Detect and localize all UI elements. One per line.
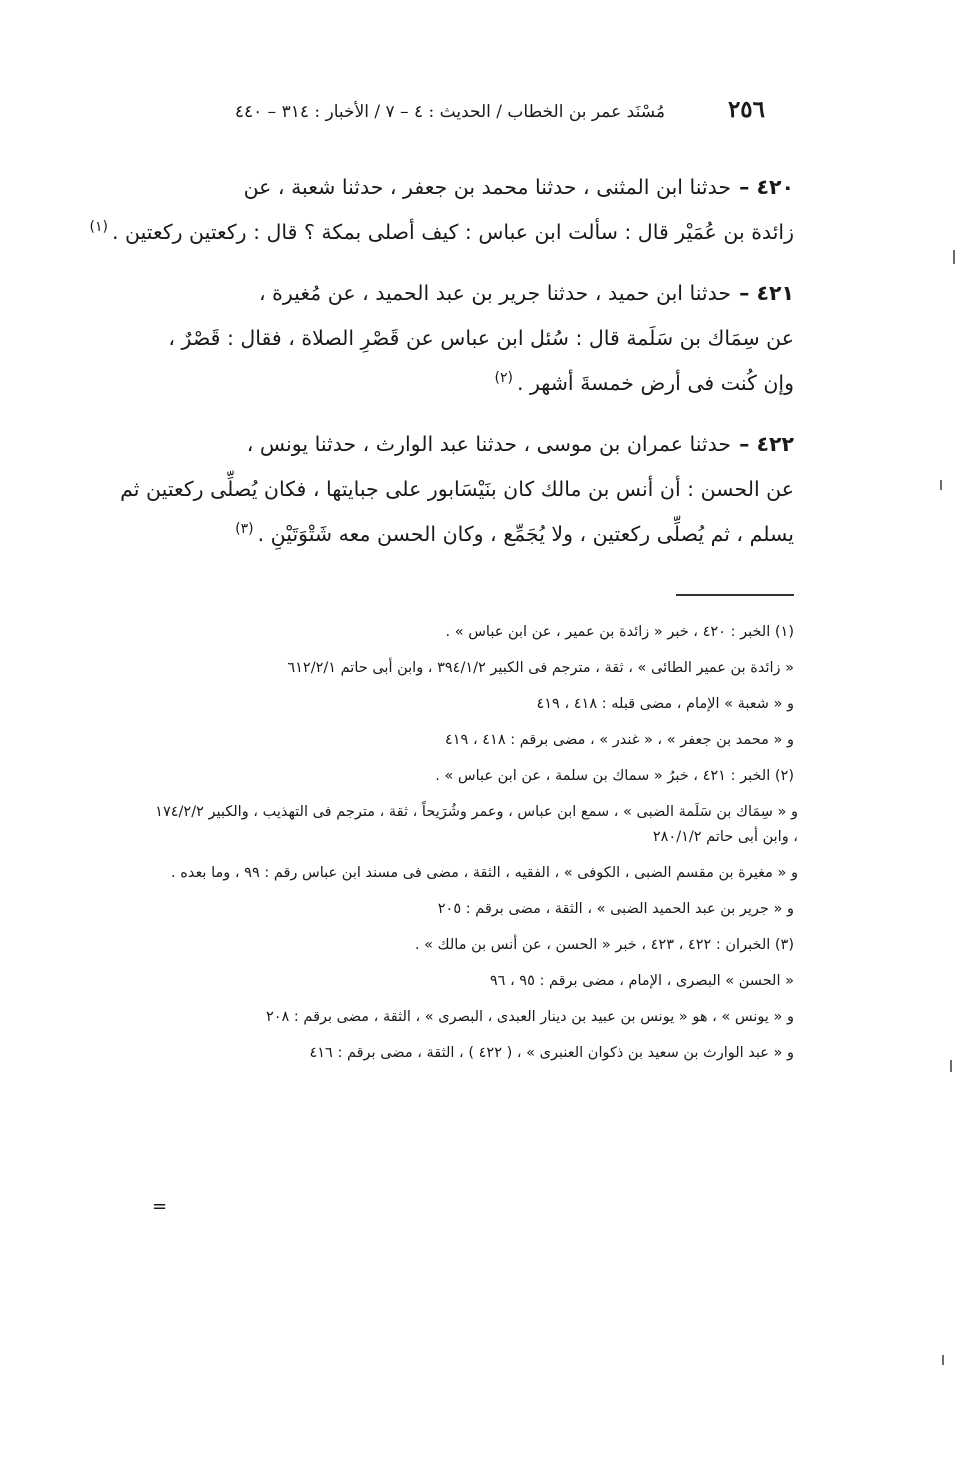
- hadith-line: [100, 165, 794, 210]
- footnote-ref[interactable]: (٣): [235, 521, 254, 538]
- hadith-text: حدثنا عمران بن موسى ، حدثنا عبد الوارث ، حدثنا يونس ،: [246, 432, 732, 456]
- hadith-text: عن الحسن : أن أنس بن مالك كان بنَيْسَابور على جبايتها ، فكان يُصلِّى ركعتين ثم: [120, 477, 794, 501]
- main-text: [89, 165, 794, 573]
- footnote-ref[interactable]: (٢): [494, 370, 513, 387]
- running-title: مُسْنَد عمر بن الخطاب / الحديث : ٤ – ٧ / الأخبار : ٣١٤ – ٤٤٠: [234, 102, 665, 122]
- hadith-line: [100, 467, 794, 512]
- hadith-line: [100, 361, 794, 406]
- hadith-number: ٤٢٢ –: [739, 432, 794, 456]
- hadith-text: حدثنا ابن المثنى ، حدثنا محمد بن جعفر ، حدثنا شعبة ، عن: [243, 175, 732, 199]
- hadith-text: حدثنا ابن حميد ، حدثنا جرير بن عبد الحميد ، عن مُغيرة ،: [258, 281, 732, 305]
- scan-edge-mark: [942, 1355, 944, 1365]
- hadith-entry: [100, 271, 794, 406]
- scan-edge-mark: [953, 250, 955, 264]
- scan-edge-mark: [950, 1060, 952, 1072]
- footnote-line: و « جرير بن عبد الحميد الضبى » ، الثقة ، مضى برقم : ٢٠٥: [437, 901, 794, 917]
- footnote-line: و « عبد الوارث بن سعيد بن ذكوان العنبرى » ، ( ٤٢٢ ) ، الثقة ، مضى برقم : ٤١٦: [309, 1045, 794, 1061]
- footnote-line: (٣) الخبران : ٤٢٢ ، ٤٢٣ ، خبر « الحسن ، عن أنس بن مالك » .: [414, 937, 794, 953]
- footnote-line: و « سِمَاك بن سَلَمة الضبى » ، سمع ابن عباس ، وعمر وشُرَيحاً ، ثقة ، مترجم فى التهذيب ، والكبير ١٧٤/٢/٢ ، وابن أبى حاتم ٢٨٠/١/٢: [155, 804, 798, 845]
- hadith-line: [100, 422, 794, 467]
- footnote-line: و « محمد بن جعفر » ، « غندر » ، مضى برقم : ٤١٨ ، ٤١٩: [444, 732, 794, 748]
- footnote-line: و « مغيرة بن مقسم الضبى ، الكوفى » ، الفقيه ، الثقة ، مضى فى مسند ابن عباس رقم : ٩٩ ، وما بعده .: [171, 865, 798, 881]
- footnote-line: و « شعبة » الإمام ، مضى قبله : ٤١٨ ، ٤١٩: [536, 696, 794, 712]
- hadith-entry: [89, 165, 794, 255]
- hadith-line: [100, 512, 794, 557]
- hadith-line: [100, 271, 794, 316]
- hadith-text: يسلم ، ثم يُصلِّى ركعتين ، ولا يُجَمِّع ، وكان الحسن معه شَتْوَتَيْنِ .: [257, 522, 794, 546]
- footnote-separator: [676, 594, 794, 596]
- hadith-number: ٤٢١ –: [739, 281, 794, 305]
- footnote-line: و « يونس » ، هو « يونس بن عبيد بن دينار العبدى ، البصرى » ، الثقة ، مضى برقم : ٢٠٨: [265, 1009, 794, 1025]
- hadith-number: ٤٢٠ –: [739, 175, 794, 199]
- page-header: [225, 96, 765, 132]
- scan-edge-mark: [940, 480, 942, 490]
- page-number: ٢٥٦: [727, 96, 765, 123]
- hadith-text: عن سِمَاك بن سَلَمة قال : سُئل ابن عباس عن قَصْرِ الصلاة ، فقال : قَصْرٌ ،: [168, 326, 794, 350]
- footnote-line: (١) الخبر : ٤٢٠ ، خبر « زائدة بن عمير ، عن ابن عباس » .: [445, 624, 794, 640]
- hadith-text: وإن كُنت فى أرض خمسةَ أشهر .: [516, 371, 794, 395]
- footnote-line: « زائدة بن عمير الطائى » ، ثقة ، مترجم فى الكبير ٣٩٤/١/٢ ، وابن أبى حاتم ٦١٢/٢/١: [287, 660, 794, 676]
- hadith-line: [89, 210, 794, 255]
- continuation-mark: =: [152, 1196, 168, 1217]
- footnote-line: (٢) الخبر : ٤٢١ ، خبرُ « سماك بن سلمة ، عن ابن عباس » .: [435, 768, 794, 784]
- hadith-text: زائدة بن عُمَيْر قال : سألت ابن عباس : كيف أصلى بمكة ؟ قال : ركعتين ركعتين .: [111, 220, 794, 244]
- footnotes-section: [148, 620, 798, 1077]
- footnote-line: « الحسن » البصرى ، الإمام ، مضى برقم : ٩٥ ، ٩٦: [489, 973, 794, 989]
- footnote-ref[interactable]: (١): [89, 219, 108, 236]
- hadith-line: [100, 316, 794, 361]
- hadith-entry: [100, 422, 794, 557]
